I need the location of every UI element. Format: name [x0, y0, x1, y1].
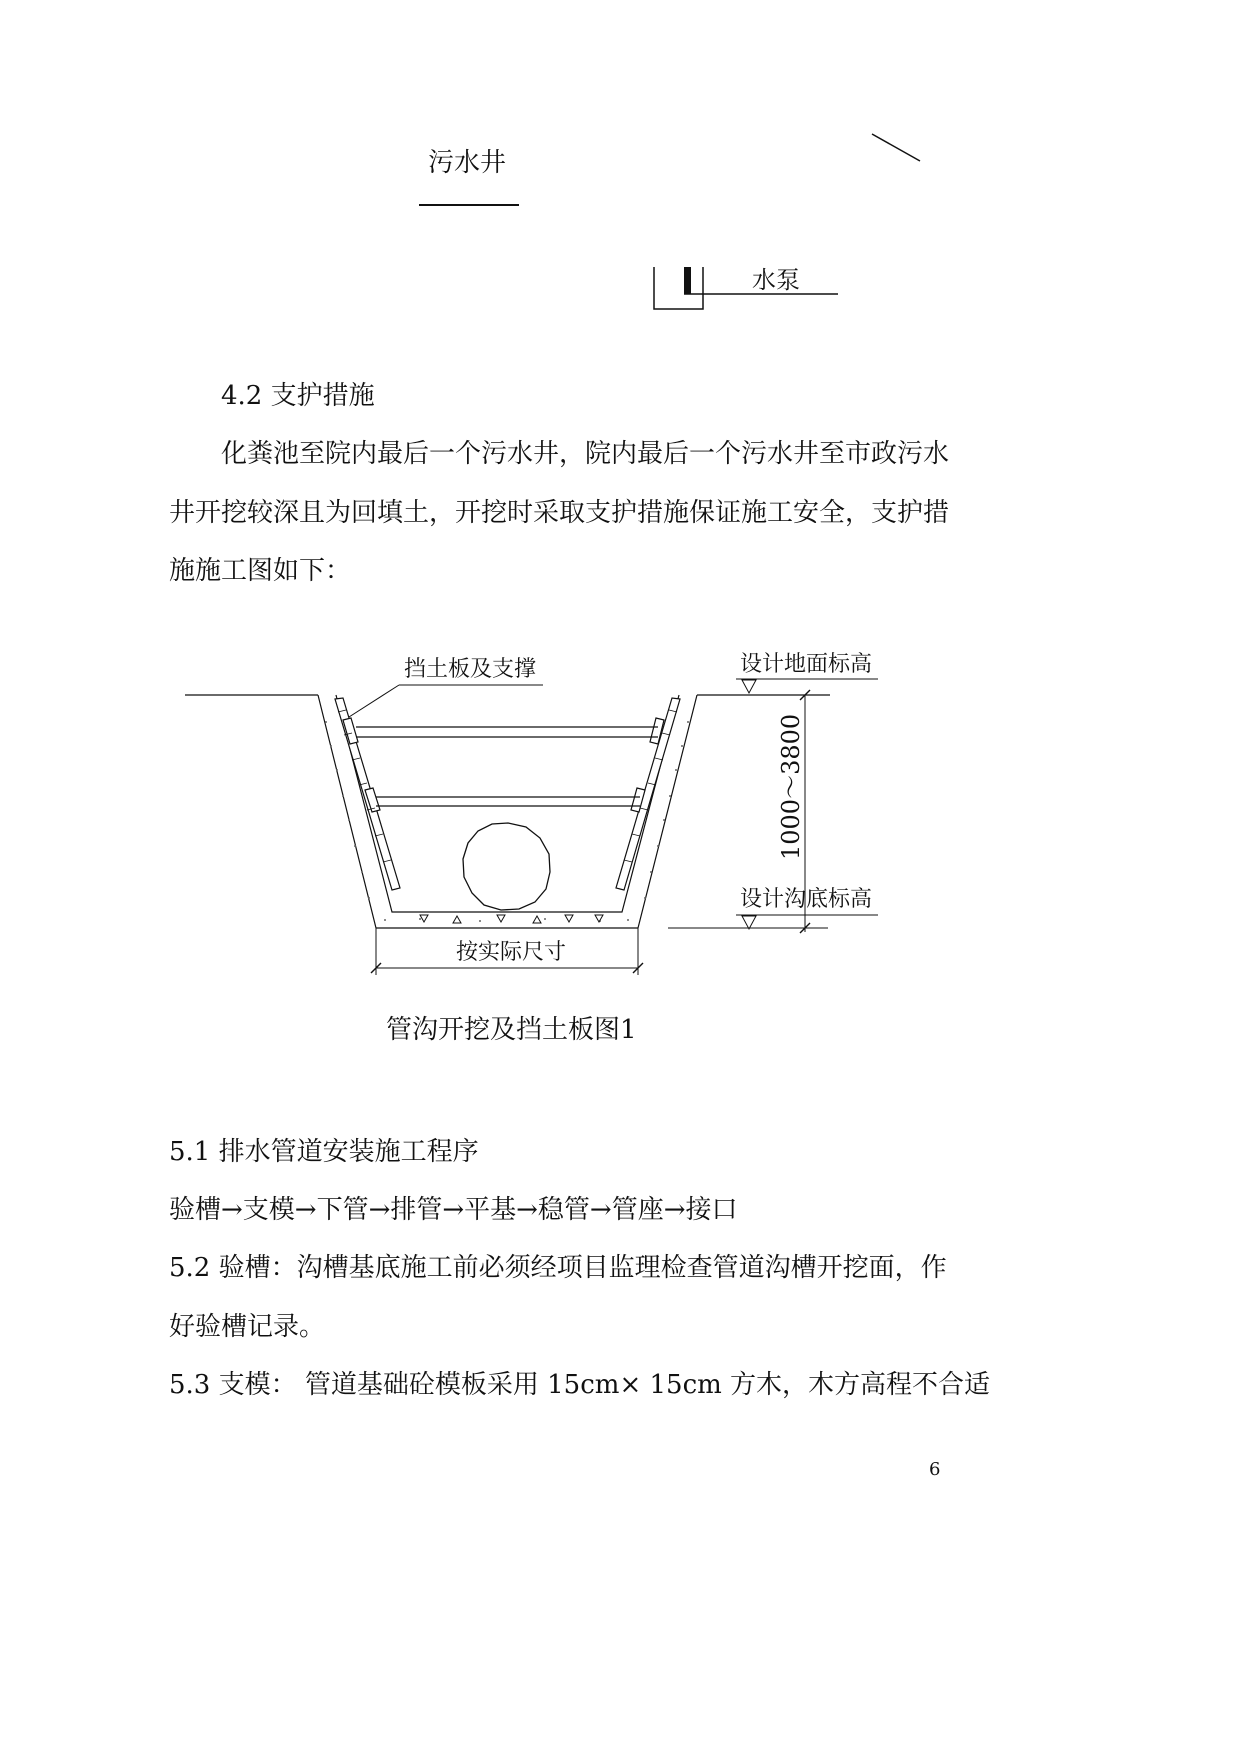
item-5-2-line-2: 好验槽记录。 [169, 1312, 326, 1342]
trench-bottom-label: 设计沟底标高 [740, 887, 873, 912]
process-sequence: 验槽→支模→下管→排管→平基→稳管→管座→接口 [169, 1195, 738, 1225]
section-4-2-para-line-3: 施施工图如下： [169, 556, 352, 586]
item-5-3-line-1: 5.3 支模： 管道基础砼模板采用 15cm× 15cm 方木，木方高程不合适 [169, 1370, 991, 1400]
item-5-2-line-1: 5.2 验槽：沟槽基底施工前必须经项目监理检查管道沟槽开挖面，作 [169, 1253, 947, 1283]
pipe-section [463, 823, 550, 910]
ground-level-label: 设计地面标高 [740, 652, 873, 677]
sewage-well-label: 污水井 [428, 148, 507, 178]
shoring-leader [349, 685, 399, 717]
bedding-triangles [420, 915, 603, 923]
page-number: 6 [929, 1459, 941, 1480]
pump-label: 水泵 [752, 266, 800, 294]
figure-caption: 管沟开挖及挡土板图1 [386, 1015, 637, 1045]
section-4-2-heading: 4.2 支护措施 [221, 381, 375, 411]
bottom-level-marker [742, 916, 756, 929]
shoring-label: 挡土板及支撑 [404, 657, 537, 682]
section-4-2-para-line-2: 井开挖较深且为回填土，开挖时采取支护措施保证施工安全，支护措 [169, 498, 950, 528]
section-5-1-heading: 5.1 排水管道安装施工程序 [169, 1137, 479, 1167]
ground-level-marker [742, 680, 756, 693]
depth-dimension-label: 1000～3800 [777, 713, 805, 860]
cross-braces [356, 727, 658, 806]
width-dimension-label: 按实际尺寸 [456, 940, 567, 965]
section-4-2-para-line-1: 化粪池至院内最后一个污水井，院内最后一个污水井至市政污水 [221, 439, 950, 469]
